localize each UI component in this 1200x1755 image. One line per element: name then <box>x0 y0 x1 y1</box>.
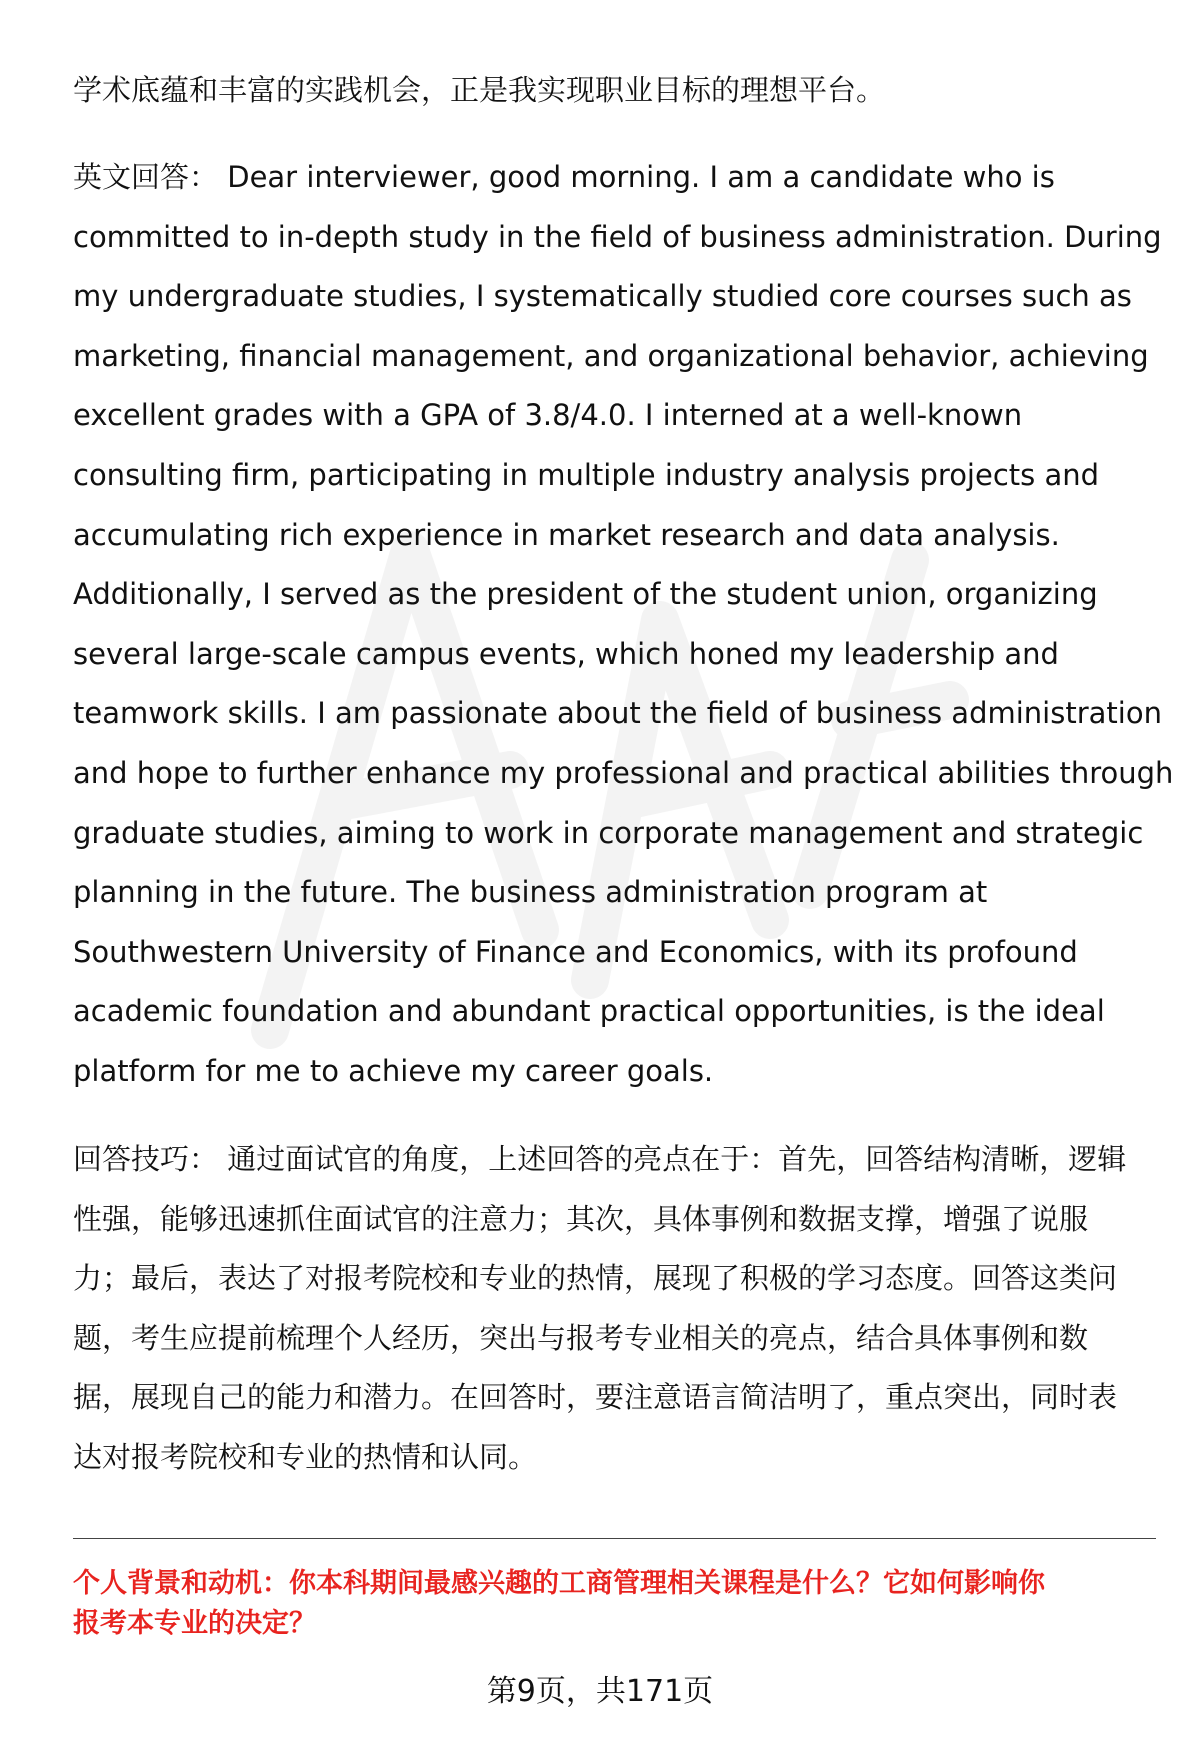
english-answer-line-8: Additionally, I served as the president of the student union, organizing <box>73 577 1098 612</box>
english-answer-line-16: platform for me to achieve my career goals. <box>73 1053 714 1088</box>
english-answer-line-6: consulting firm, participating in multiple industry analysis projects and <box>73 457 1100 492</box>
english-answer-line-14: Southwestern University of Finance and Economics, with its profound <box>73 934 1078 969</box>
next-question-heading <box>73 1564 1163 1644</box>
english-answer-label: 英文回答： <box>73 160 219 194</box>
english-answer-line-11: and hope to further enhance my professional and practical abilities through <box>73 755 1174 790</box>
english-answer-line-15: academic foundation and abundant practical opportunities, is the ideal <box>73 994 1105 1029</box>
english-answer-line-3: my undergraduate studies, I systematically studied core courses such as <box>73 279 1132 314</box>
next-question-line-1: 个人背景和动机：你本科期间最感兴趣的工商管理相关课程是什么？它如何影响你 <box>73 1568 1045 1599</box>
section-divider <box>73 1538 1156 1539</box>
english-answer-line-2: committed to in-depth study in the field of business administration. During <box>73 219 1162 254</box>
english-answer-line-12: graduate studies, aiming to work in corporate management and strategic <box>73 815 1144 850</box>
answer-tips-line-1: 回答技巧： 通过面试官的角度，上述回答的亮点在于：首先，回答结构清晰，逻辑 <box>73 1130 1153 1190</box>
answer-tips-line-5: 据，展现自己的能力和潜力。在回答时，要注意语言简洁明了，重点突出，同时表 <box>73 1380 1118 1415</box>
next-question-line-2: 报考本专业的决定？ <box>73 1608 316 1639</box>
english-answer-line-13: planning in the future. The business administration program at <box>73 875 988 910</box>
answer-tips-label: 回答技巧： <box>73 1142 219 1176</box>
english-answer-line-5: excellent grades with a GPA of 3.8/4.0. I interned at a well-known <box>73 398 1023 433</box>
answer-tips-line-6: 达对报考院校和专业的热情和认同。 <box>73 1439 538 1474</box>
english-answer-line-7: accumulating rich experience in market research and data analysis. <box>73 517 1060 552</box>
english-answer-line-10: teamwork skills. I am passionate about the field of business administration <box>73 696 1162 731</box>
english-answer-line-4: marketing, financial management, and organizational behavior, achieving <box>73 338 1149 373</box>
answer-tips-line-2: 性强，能够迅速抓住面试官的注意力；其次，具体事例和数据支撑，增强了说服 <box>73 1201 1089 1236</box>
page-number-footer: 第9页，共171页 <box>486 1674 714 1709</box>
english-answer-line-1: 英文回答： Dear interviewer, good morning. I am a candidate who is <box>73 148 1153 208</box>
lead-paragraph-line: 学术底蕴和丰富的实践机会，正是我实现职业目标的理想平台。 <box>73 73 886 107</box>
english-answer-line-9: several large-scale campus events, which honed my leadership and <box>73 636 1059 671</box>
answer-tips-line-3: 力；最后，表达了对报考院校和专业的热情，展现了积极的学习态度。回答这类问 <box>73 1261 1118 1296</box>
english-answer-section <box>73 148 1174 1102</box>
answer-tips-section <box>73 1130 1153 1488</box>
answer-tips-line-4: 题，考生应提前梳理个人经历，突出与报考专业相关的亮点，结合具体事例和数 <box>73 1320 1089 1355</box>
